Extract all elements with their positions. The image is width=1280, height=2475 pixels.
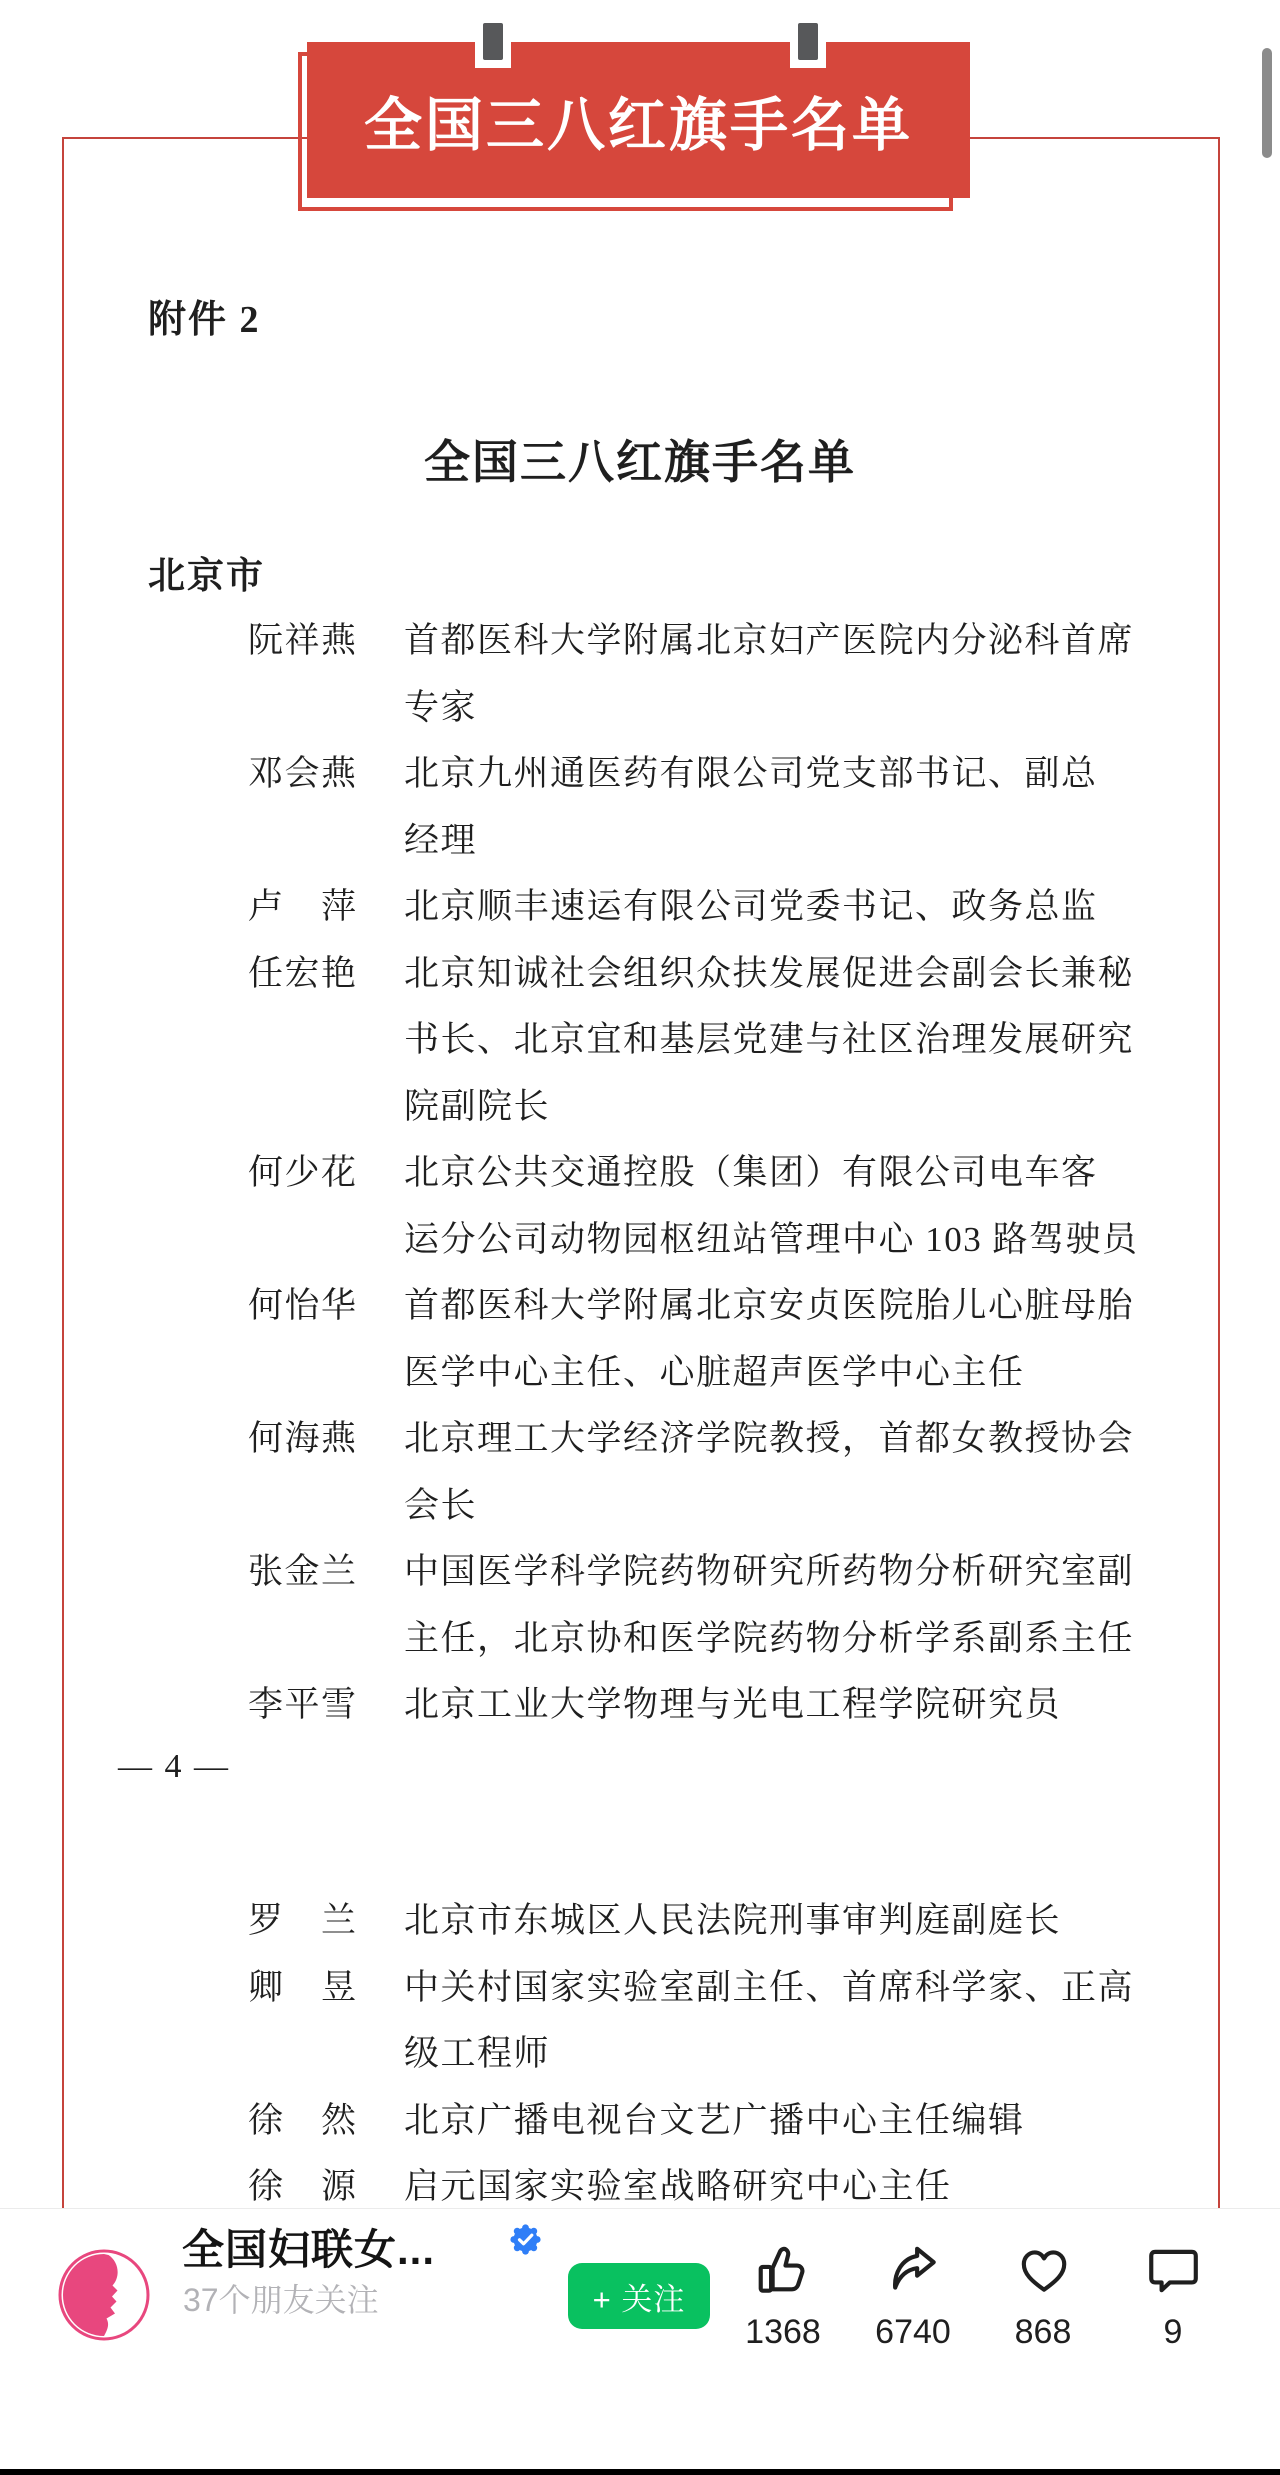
section-heading-beijing: 北京市	[148, 556, 265, 597]
entry-line	[0, 675, 1280, 742]
entry-line	[0, 1672, 1280, 1739]
entry-name: 卢 萍	[248, 887, 358, 926]
entries-page2	[0, 1888, 1280, 2221]
entry-line	[0, 941, 1280, 1008]
entry-line	[0, 2088, 1280, 2155]
entry-description: 经理	[404, 820, 478, 860]
pin-icon	[483, 23, 503, 60]
banner-title: 全国三八红旗手名单	[363, 93, 913, 158]
entry-description: 北京九州通医药有限公司党支部书记、副总	[404, 754, 1098, 793]
heart-icon[interactable]	[1014, 2241, 1072, 2299]
entries-page1	[0, 608, 1280, 1739]
verified-badge-icon	[510, 2224, 541, 2255]
entry-description: 专家	[404, 687, 478, 727]
entry-name: 李平雪	[248, 1685, 358, 1724]
entry-description: 首都医科大学附属北京妇产医院内分泌科首席	[404, 621, 1135, 660]
followers-count: 37个朋友关注	[183, 2282, 379, 2318]
entry-line	[0, 1888, 1280, 1955]
entry-line	[0, 2021, 1280, 2088]
entry-name: 任宏艳	[248, 953, 358, 993]
entry-name: 徐 源	[248, 2167, 358, 2206]
entry-description: 主任，北京协和医学院药物分析学系副系主任	[404, 1618, 1135, 1658]
entry-description: 北京知诚社会组织众扶发展促进会副会长兼秘	[404, 953, 1135, 993]
entry-name: 邓会燕	[248, 754, 358, 793]
account-action-bar	[0, 2208, 1280, 2469]
entry-name: 何少花	[248, 1153, 358, 1192]
entry-line	[0, 1074, 1280, 1141]
comment-icon[interactable]	[1144, 2241, 1202, 2299]
entry-description: 首都医科大学附属北京安贞医院胎儿心脏母胎	[404, 1286, 1135, 1325]
entry-name: 罗 兰	[248, 1901, 358, 1940]
entry-description: 北京理工大学经济学院教授，首都女教授协会	[404, 1419, 1135, 1458]
thumbs-up-action[interactable]	[718, 2213, 848, 2363]
action-count: 6740	[875, 2313, 951, 2351]
entry-description: 会长	[404, 1485, 478, 1525]
entry-description: 北京公共交通控股（集团）有限公司电车客	[404, 1153, 1098, 1192]
share-arrow-icon[interactable]	[884, 2241, 942, 2299]
banner	[307, 42, 970, 198]
entry-line	[0, 808, 1280, 875]
follow-button[interactable]: + 关注	[568, 2263, 710, 2329]
entry-description: 北京广播电视台文艺广播中心主任编辑	[404, 2100, 1025, 2140]
bottom-edge	[0, 2468, 1280, 2475]
entry-line	[0, 1207, 1280, 1274]
entry-line	[0, 1955, 1280, 2022]
entry-line	[0, 741, 1280, 808]
entry-description: 中国医学科学院药物研究所药物分析研究室副	[404, 1552, 1135, 1591]
entry-description: 书长、北京宜和基层党建与社区治理发展研究	[404, 1020, 1135, 1059]
entry-description: 院副院长	[404, 1086, 551, 1126]
entry-line	[0, 1007, 1280, 1074]
action-buttons	[718, 2213, 1238, 2363]
entry-name: 卿 昱	[248, 1967, 358, 2007]
entry-name: 何海燕	[248, 1419, 358, 1458]
entry-line	[0, 1406, 1280, 1473]
entry-description: 中关村国家实验室副主任、首席科学家、正高	[404, 1967, 1135, 2007]
entry-description: 级工程师	[404, 2034, 551, 2073]
entry-description: 北京市东城区人民法院刑事审判庭副庭长	[404, 1901, 1062, 1940]
entry-description: 医学中心主任、心脏超声医学中心主任	[404, 1352, 1025, 1392]
share-arrow-action[interactable]	[848, 2213, 978, 2363]
entry-line	[0, 1539, 1280, 1606]
entry-description: 北京工业大学物理与光电工程学院研究员	[404, 1685, 1062, 1724]
entry-line	[0, 1340, 1280, 1407]
scrollbar-thumb[interactable]	[1262, 48, 1272, 158]
thumbs-up-icon[interactable]	[754, 2241, 812, 2299]
entry-name: 阮祥燕	[248, 621, 358, 660]
action-count: 1368	[745, 2313, 821, 2351]
entry-line	[0, 1140, 1280, 1207]
entry-name: 何怡华	[248, 1286, 358, 1325]
document-title: 全国三八红旗手名单	[424, 437, 856, 488]
entry-line	[0, 1606, 1280, 1673]
entry-name: 徐 然	[248, 2100, 358, 2140]
entry-description: 运分公司动物园枢纽站管理中心 103 路驾驶员	[404, 1219, 1139, 1259]
attachment-label: 附件 2	[148, 299, 261, 341]
entry-description: 北京顺丰速运有限公司党委书记、政务总监	[404, 887, 1098, 926]
account-name[interactable]: 全国妇联女...	[182, 2226, 436, 2273]
entry-name: 张金兰	[248, 1552, 358, 1591]
entry-line	[0, 608, 1280, 675]
action-count: 9	[1163, 2313, 1183, 2351]
entry-description: 启元国家实验室战略研究中心主任	[404, 2167, 952, 2206]
heart-action[interactable]	[978, 2213, 1108, 2363]
page-number: — 4 —	[118, 1748, 230, 1785]
account-avatar[interactable]	[58, 2249, 150, 2341]
comment-action[interactable]	[1108, 2213, 1238, 2363]
pin-icon	[798, 23, 818, 60]
entry-line	[0, 1273, 1280, 1340]
action-count: 868	[1014, 2313, 1072, 2351]
entry-line	[0, 874, 1280, 941]
entry-line	[0, 1473, 1280, 1540]
